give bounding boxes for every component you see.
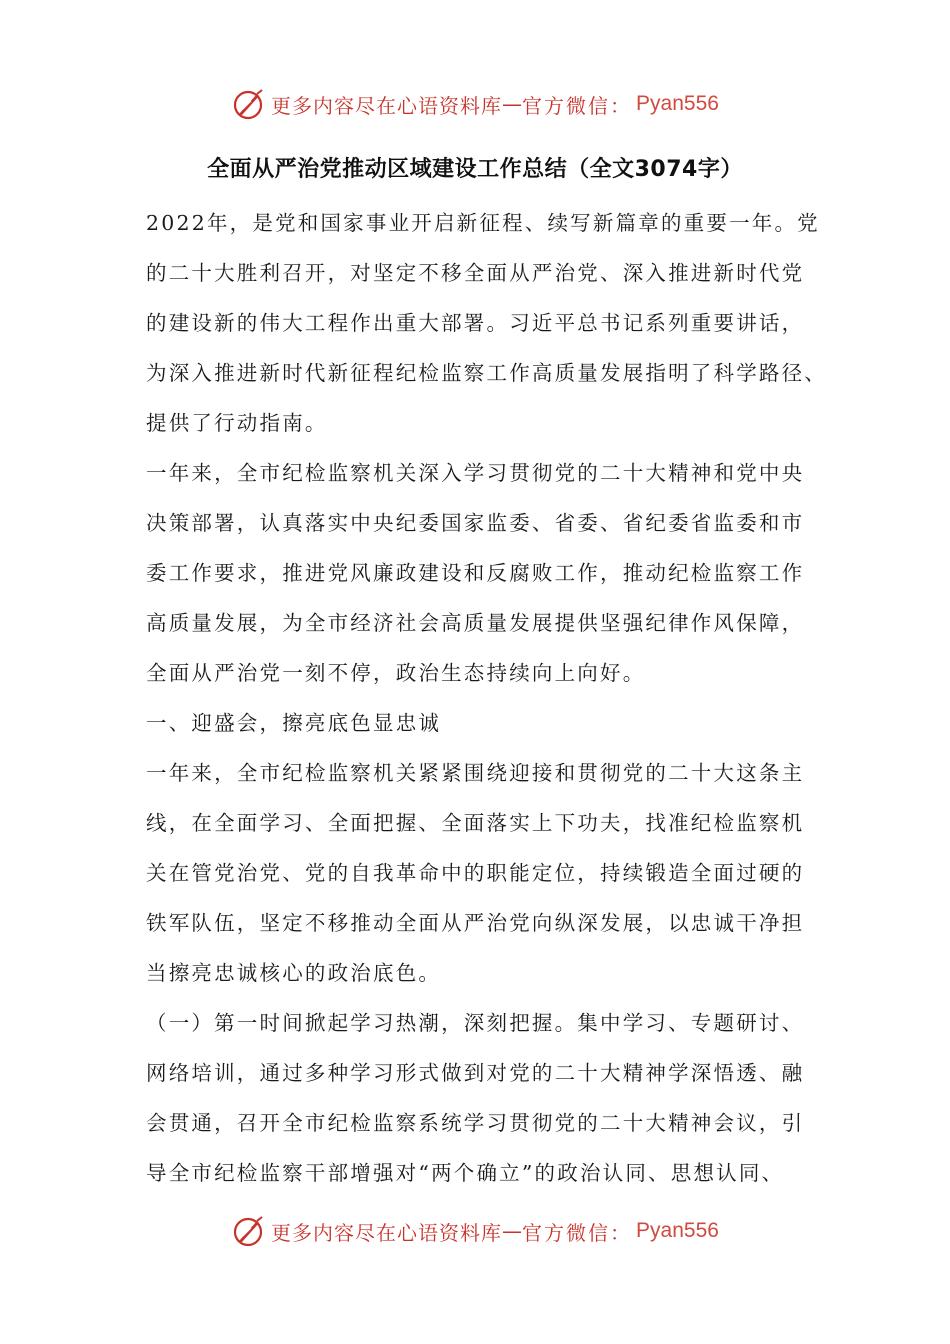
banner-text: 更多内容尽在心语资料库 — [271, 93, 503, 118]
body-line: 一年来，全市纪检监察机关紧紧围绕迎接和贯彻党的二十大这条主 — [146, 761, 805, 785]
footer-banner-text: 更多内容尽在心语资料库 — [271, 1220, 503, 1245]
banner-label: 官方微信： — [522, 93, 633, 118]
body-line: 导全市纪检监察干部增强对“两个确立”的政治认同、思想认同、 — [146, 1161, 785, 1185]
body-line: 一年来，全市纪检监察机关深入学习贯彻党的二十大精神和党中央 — [146, 461, 805, 485]
body-line: 为深入推进新时代新征程纪检监察工作高质量发展指明了科学路径、 — [146, 361, 827, 385]
header-banner — [0, 84, 950, 124]
banner-dash: — — [502, 92, 523, 116]
section-heading: 一、迎盛会，擦亮底色显忠诚 — [146, 711, 442, 735]
body-line: 关在管党治党、党的自我革命中的职能定位，持续锻造全面过硬的 — [146, 861, 805, 885]
quill-pen-logo-icon — [231, 87, 265, 121]
body-line: 提供了行动指南。 — [146, 411, 328, 435]
footer-banner-label: 官方微信： — [522, 1220, 633, 1245]
body-line: 的二十大胜利召开，对坚定不移全面从严治党、深入推进新时代党 — [146, 261, 805, 285]
body-line: 网络培训，通过多种学习形式做到对党的二十大精神学深悟透、融 — [146, 1061, 805, 1085]
body-line: 会贯通，召开全市纪检监察系统学习贯彻党的二十大精神会议，引 — [146, 1111, 805, 1135]
banner-wechat-id: Pyan556 — [636, 92, 719, 115]
body-line: 决策部署，认真落实中央纪委国家监委、省委、省纪委省监委和市 — [146, 511, 805, 535]
document-body — [146, 198, 827, 1198]
body-line: 当擦亮忠诚核心的政治底色。 — [146, 961, 442, 985]
footer-banner — [0, 1211, 950, 1251]
body-line: 的建设新的伟大工程作出重大部署。习近平总书记系列重要讲话， — [146, 311, 805, 335]
document-title: 全面从严治党推动区域建设工作总结（全文3074字） — [207, 157, 743, 182]
footer-banner-dash: — — [502, 1219, 523, 1243]
footer-banner-wechat-id: Pyan556 — [636, 1219, 719, 1242]
body-line: 铁军队伍，坚定不移推动全面从严治党向纵深发展，以忠诚干净担 — [146, 911, 805, 935]
body-line: 高质量发展，为全市经济社会高质量发展提供坚强纪律作风保障， — [146, 611, 805, 635]
body-line: 2022年，是党和国家事业开启新征程、续写新篇章的重要一年。党 — [146, 211, 820, 235]
body-line: 委工作要求，推进党风廉政建设和反腐败工作，推动纪检监察工作 — [146, 561, 805, 585]
body-line: 线，在全面学习、全面把握、全面落实上下功夫，找准纪检监察机 — [146, 811, 805, 835]
body-line: （一）第一时间掀起学习热潮，深刻把握。集中学习、专题研讨、 — [146, 1011, 805, 1035]
body-line: 全面从严治党一刻不停，政治生态持续向上向好。 — [146, 661, 646, 685]
quill-pen-logo-icon — [231, 1214, 265, 1248]
